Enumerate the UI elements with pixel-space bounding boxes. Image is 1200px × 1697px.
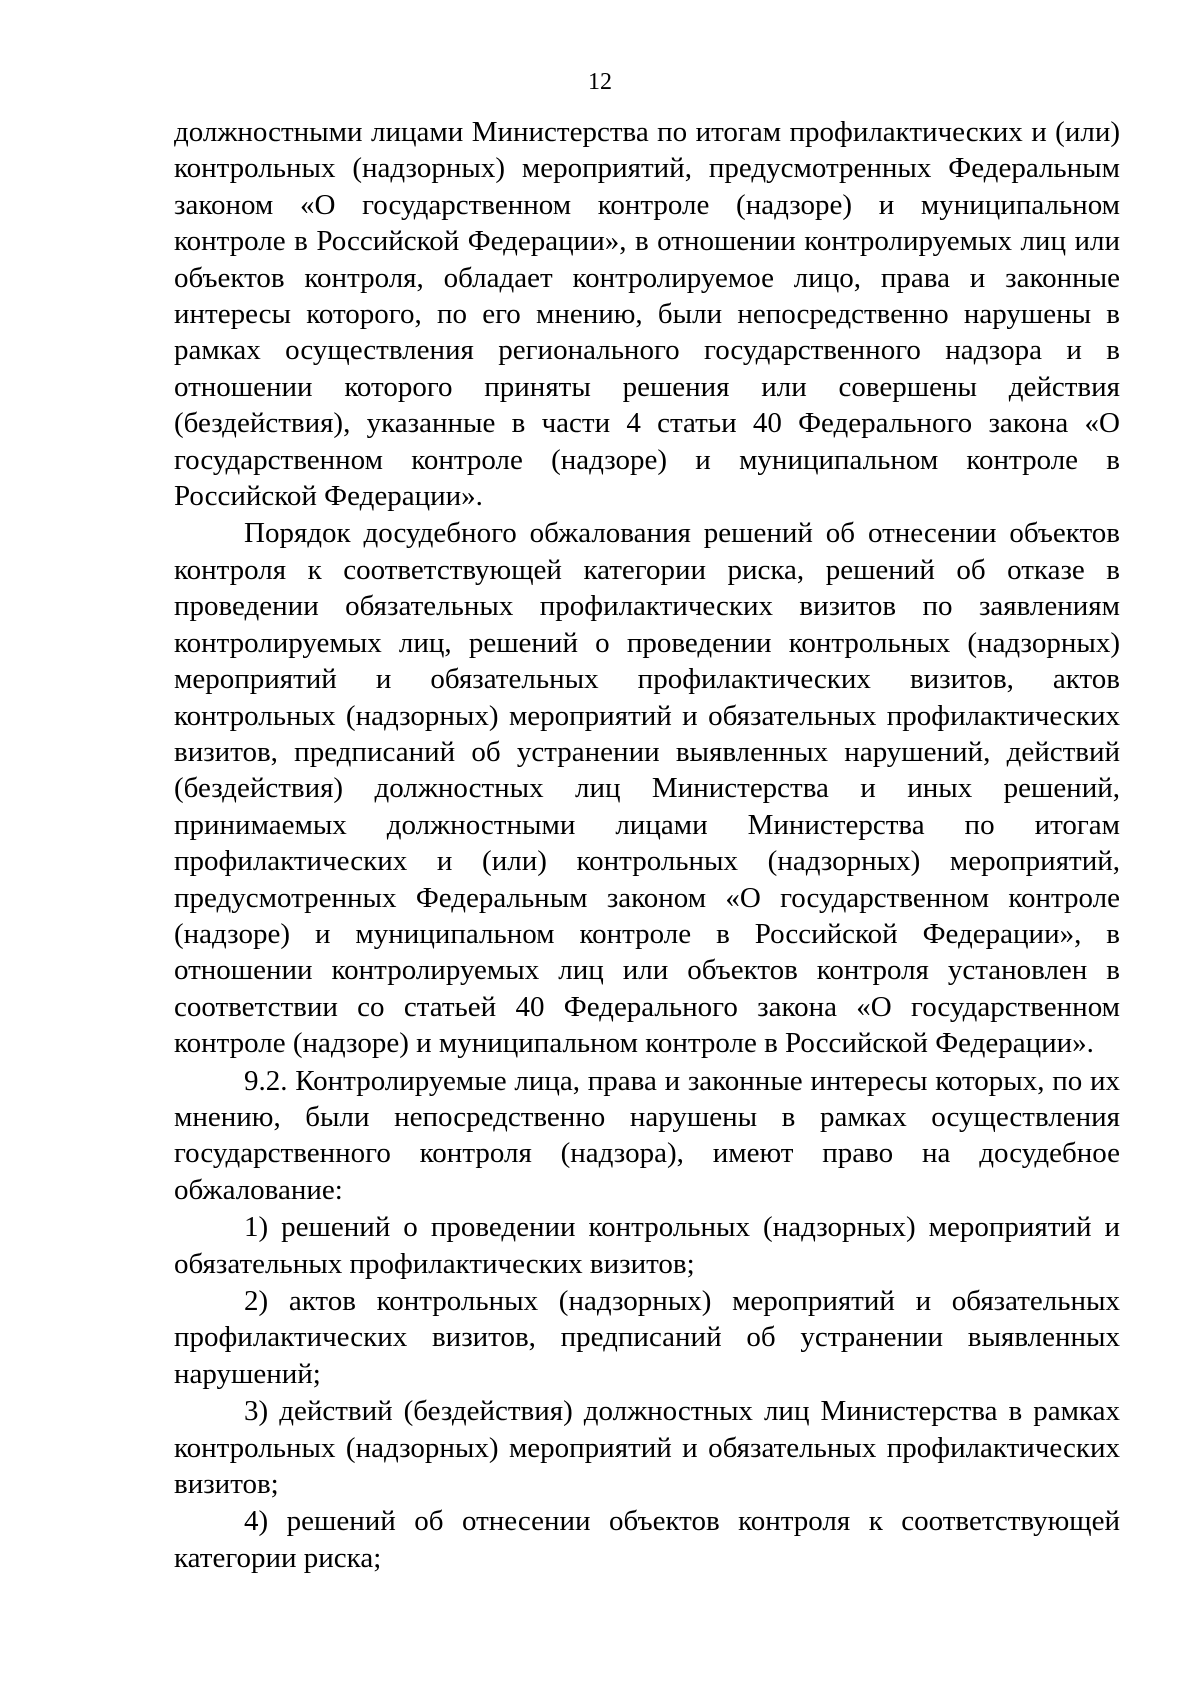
page-number: 12 — [588, 69, 612, 95]
list-item-1: 1) решений о проведении контрольных (надзорных) мероприятий и обязательных профилактических визитов; — [174, 1211, 1120, 1280]
paragraph-continuation: должностными лицами Министерства по итогам профилактических и (или) контрольных (надзорных) мероприятий, предусмотренных Федеральным законом «О государственном контроле (надзоре) и муниципальном контроле в Российской Федерации», в отношении контролируемых лиц или объектов контроля, обладает контролируемое лицо, права и законные интересы которого, по его мнению, были непосредственно нарушены в рамках осуществления регионального государственного надзора и в отношении которого приняты решения или совершены действия (бездействия), указанные в части 4 статьи 40 Федерального закона «О государственном контроле (надзоре) и муниципальном контроле в Российской Федерации». — [174, 116, 1120, 513]
list-item-3: 3) действий (бездействия) должностных лиц Министерства в рамках контрольных (надзорных) мероприятий и обязательных профилактических визитов; — [174, 1395, 1120, 1501]
list-item-2: 2) актов контрольных (надзорных) мероприятий и обязательных профилактических визитов, предписаний об устранении выявленных нарушений; — [174, 1285, 1120, 1390]
paragraph-appeal-procedure: Порядок досудебного обжалования решений об отнесении объектов контроля к соответствующей категории риска, решений об отказе в проведении обязательных профилактических визитов по заявлениям контролируемых лиц, решений о проведении контрольных (надзорных) мероприятий и обязательных профилактических визитов, актов контрольных (надзорных) мероприятий и обязательных профилактических визитов, предписаний об устранении выявленных нарушений, действий (бездействия) должностных лиц Министерства и иных решений, принимаемых должностными лицами Министерства по итогам профилактических и (или) контрольных (надзорных) мероприятий, предусмотренных Федеральным законом «О государственном контроле (надзоре) и муниципальном контроле в Российской Федерации», в отношении контролируемых лиц или объектов контроля установлен в соответствии со статьей 40 Федерального закона «О государственном контроле (надзоре) и муниципальном контроле в Российской Федерации». — [174, 517, 1120, 1060]
list-item-4: 4) решений об отнесении объектов контроля к соответствующей категории риска; — [174, 1505, 1120, 1574]
body-text — [174, 114, 1120, 1577]
paragraph-9-2: 9.2. Контролируемые лица, права и законные интересы которых, по их мнению, были непосредственно нарушены в рамках осуществления государственного контроля (надзора), имеют право на досудебное обжалование: — [174, 1064, 1120, 1206]
